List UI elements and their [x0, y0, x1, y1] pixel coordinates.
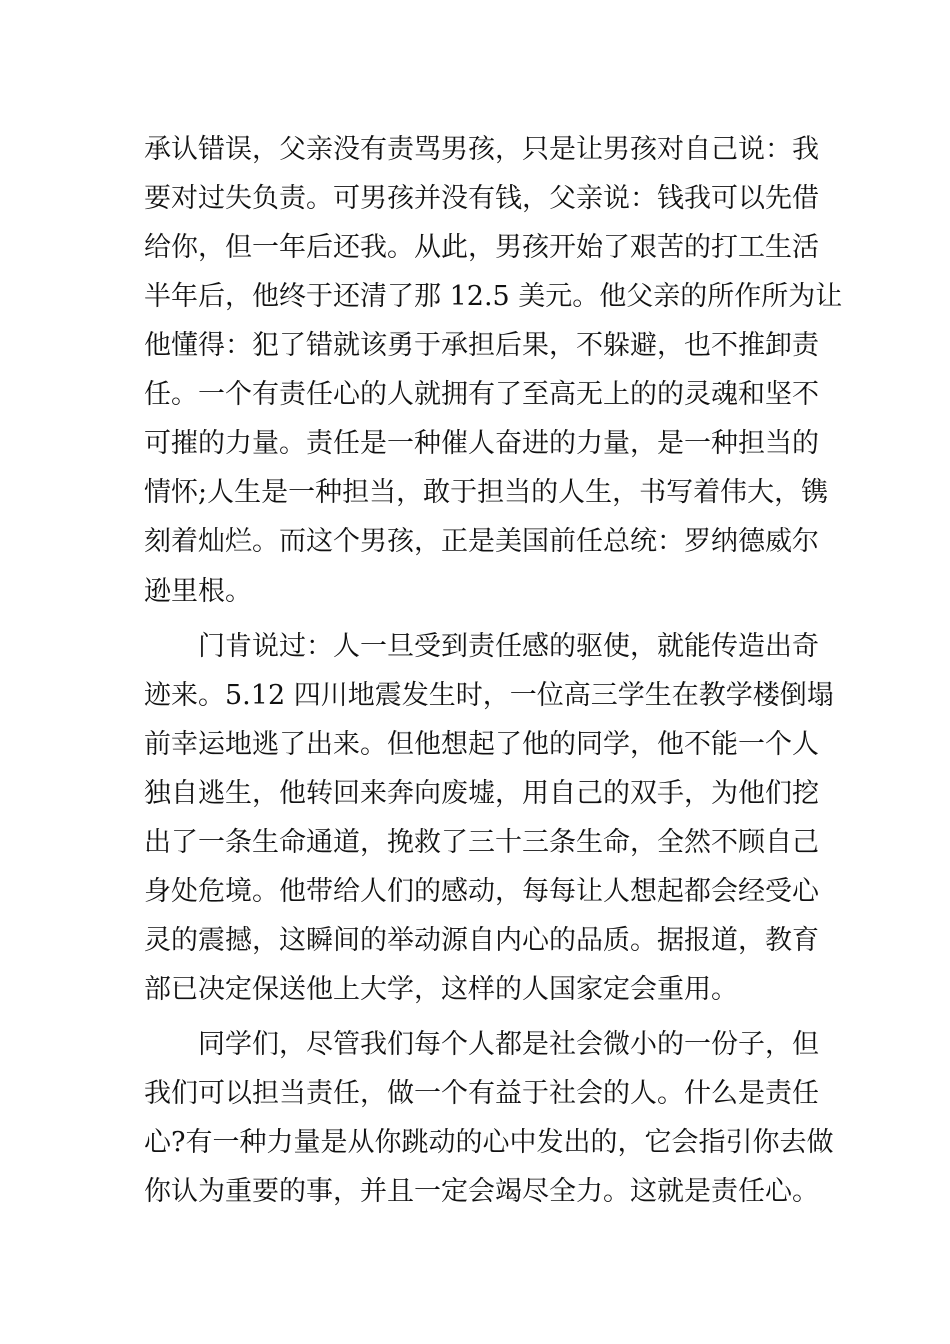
text-line: 他懂得：犯了错就该勇于承担后果，不躲避，也不推卸责: [144, 330, 819, 361]
text-line: 可摧的力量。责任是一种催人奋进的力量，是一种担当的: [144, 428, 819, 459]
text-line: 心?有一种力量是从你跳动的心中发出的，它会指引你去做: [144, 1127, 834, 1158]
text-line: 要对过失负责。可男孩并没有钱，父亲说：钱我可以先借: [144, 183, 819, 214]
text-line: 逊里根。: [144, 576, 252, 607]
text-line: 半年后，他终于还清了那 12.5 美元。他父亲的所作所为让: [144, 281, 843, 312]
text-line: 出了一条生命通道，挽救了三十三条生命，全然不顾自己: [144, 827, 819, 858]
text-line: 给你，但一年后还我。从此，男孩开始了艰苦的打工生活: [144, 232, 819, 263]
text-line: 身处危境。他带给人们的感动，每每让人想起都会经受心: [144, 876, 819, 907]
paragraph-first-line: 同学们，尽管我们每个人都是社会微小的一份子，但: [198, 1029, 819, 1060]
text-line: 你认为重要的事，并且一定会竭尽全力。这就是责任心。: [144, 1176, 819, 1207]
text-line: 我们可以担当责任，做一个有益于社会的人。什么是责任: [144, 1078, 819, 1109]
paragraph-first-line: 门肯说过：人一旦受到责任感的驱使，就能传造出奇: [198, 631, 819, 662]
text-line: 迹来。5.12 四川地震发生时，一位高三学生在教学楼倒塌: [144, 680, 834, 711]
text-line: 前幸运地逃了出来。但他想起了他的同学，他不能一个人: [144, 729, 819, 760]
text-line: 部已决定保送他上大学，这样的人国家定会重用。: [144, 974, 738, 1005]
text-line: 任。一个有责任心的人就拥有了至高无上的的灵魂和坚不: [144, 379, 819, 410]
text-line: 情怀;人生是一种担当，敢于担当的人生，书写着伟大，镌: [144, 477, 829, 508]
text-line: 承认错误，父亲没有责骂男孩，只是让男孩对自己说：我: [144, 134, 819, 165]
text-line: 刻着灿烂。而这个男孩，正是美国前任总统：罗纳德威尔: [144, 526, 819, 557]
text-line: 独自逃生，他转回来奔向废墟，用自己的双手，为他们挖: [144, 778, 819, 809]
text-line: 灵的震撼，这瞬间的举动源自内心的品质。据报道，教育: [144, 925, 819, 956]
